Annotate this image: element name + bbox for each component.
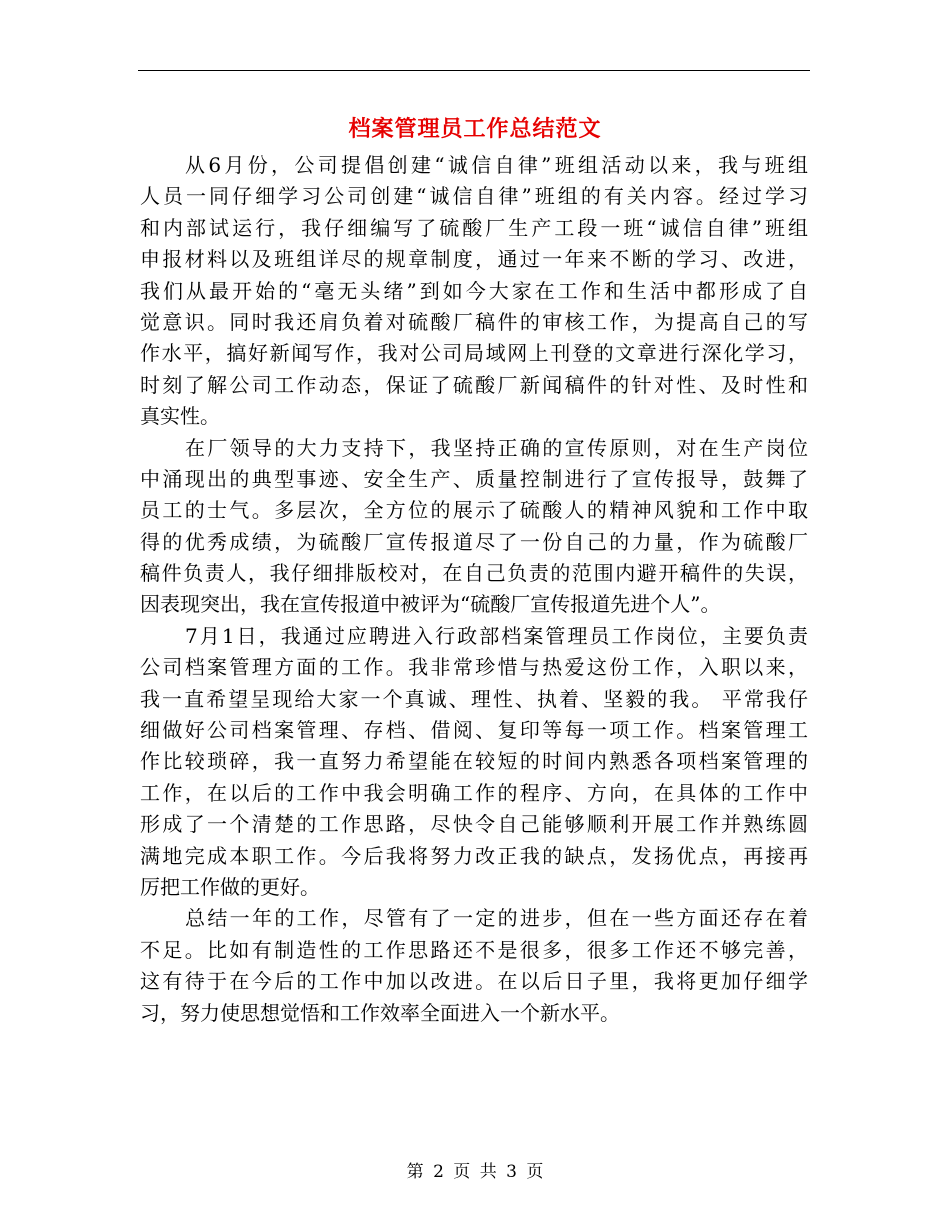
text-line: 稿件负责人，我仔细排版校对，在自己负责的范围内避开稿件的失误， bbox=[140, 561, 808, 586]
paragraph-4 bbox=[140, 903, 808, 1029]
text-line: 不足。比如有制造性的工作思路还不是很多，很多工作还不够完善， bbox=[140, 937, 808, 962]
text-line: 人员一同仔细学习公司创建“诚信自律”班组的有关内容。经过学习 bbox=[140, 184, 808, 209]
text-line: 工作，在以后的工作中我会明确工作的程序、方向，在具体的工作中 bbox=[140, 780, 808, 805]
text-line: 这有待于在今后的工作中加以改进。在以后日子里，我将更加仔细学 bbox=[140, 969, 808, 994]
document-body bbox=[140, 150, 808, 1029]
text-line: 细做好公司档案管理、存档、借阅、复印等每一项工作。档案管理工 bbox=[140, 718, 808, 743]
text-line: 厉把工作做的更好。 bbox=[140, 874, 320, 899]
document-title: 档案管理员工作总结范文 bbox=[348, 116, 602, 142]
text-line: 我们从最开始的“毫无头绪”到如今大家在工作和生活中都形成了自 bbox=[140, 278, 808, 303]
paragraph-1 bbox=[140, 150, 808, 433]
text-line: 员工的士气。多层次，全方位的展示了硫酸人的精神风貌和工作中取 bbox=[140, 498, 808, 523]
page-number-footer: 第 2 页 共 3 页 bbox=[406, 1162, 544, 1182]
text-line: 形成了一个清楚的工作思路，尽快令自己能够顺利开展工作并熟练圆 bbox=[140, 812, 808, 837]
text-line: 我一直希望呈现给大家一个真诚、理性、执着、坚毅的我。 平常我仔 bbox=[140, 686, 808, 711]
text-line: 公司档案管理方面的工作。我非常珍惜与热爱这份工作，入职以来， bbox=[140, 655, 808, 680]
text-line: 和内部试运行，我仔细编写了硫酸厂生产工段一班“诚信自律”班组 bbox=[140, 215, 808, 240]
text-line: 时刻了解公司工作动态，保证了硫酸厂新闻稿件的针对性、及时性和 bbox=[140, 372, 808, 397]
text-line: 觉意识。同时我还肩负着对硫酸厂稿件的审核工作，为提高自己的写 bbox=[140, 309, 808, 334]
text-line: 作比较琐碎，我一直努力希望能在较短的时间内熟悉各项档案管理的 bbox=[140, 749, 808, 774]
text-line: 7月1日，我通过应聘进入行政部档案管理员工作岗位，主要负责 bbox=[185, 623, 808, 648]
text-line: 满地完成本职工作。今后我将努力改正我的缺点，发扬优点，再接再 bbox=[140, 843, 808, 868]
paragraph-2 bbox=[140, 433, 808, 621]
text-line: 申报材料以及班组详尽的规章制度，通过一年来不断的学习、改进， bbox=[140, 247, 808, 272]
text-line: 在厂领导的大力支持下，我坚持正确的宣传原则，对在生产岗位 bbox=[185, 435, 808, 460]
text-line: 中涌现出的典型事迹、安全生产、质量控制进行了宣传报导，鼓舞了 bbox=[140, 466, 808, 491]
text-line: 因表现突出，我在宣传报道中被评为“硫酸厂宣传报道先进个人”。 bbox=[140, 592, 721, 617]
paragraph-3 bbox=[140, 621, 808, 904]
text-line: 总结一年的工作，尽管有了一定的进步，但在一些方面还存在着 bbox=[185, 906, 808, 931]
text-line: 从6月份，公司提倡创建“诚信自律”班组活动以来，我与班组 bbox=[185, 153, 808, 177]
text-line: 作水平，搞好新闻写作，我对公司局域网上刊登的文章进行深化学习， bbox=[140, 341, 808, 366]
text-line: 得的优秀成绩，为硫酸厂宣传报道尽了一份自己的力量，作为硫酸厂 bbox=[140, 529, 808, 554]
header-rule bbox=[138, 70, 810, 71]
text-line: 习，努力使思想觉悟和工作效率全面进入一个新水平。 bbox=[140, 1000, 620, 1025]
text-line: 真实性。 bbox=[140, 404, 220, 429]
